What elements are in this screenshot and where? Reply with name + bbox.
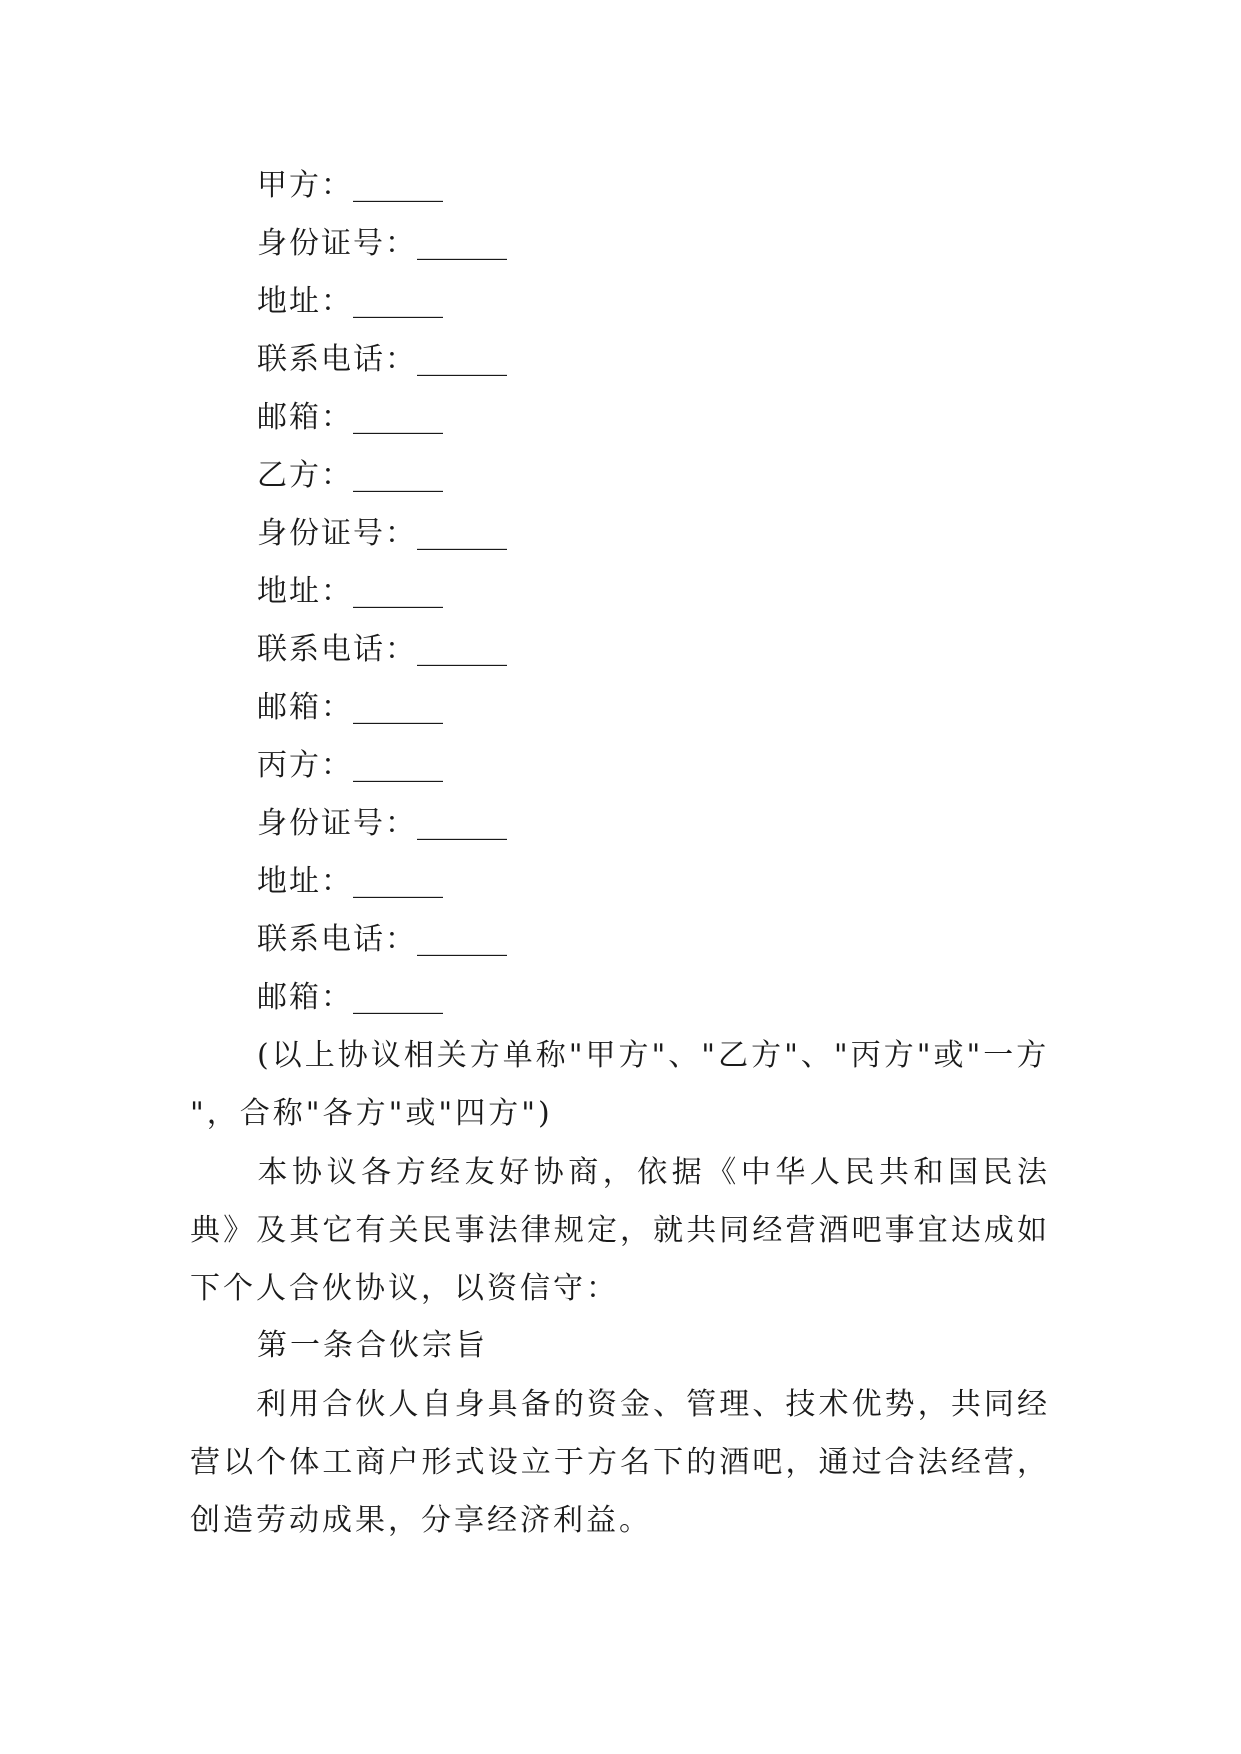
article-1-body-text: 利用合伙人自身具备的资金、管理、技术优势，共同经营以个体工商户形式设立于方名下的酒吧，通过合法经营，创造劳动成果，分享经济利益。 — [190, 1387, 1050, 1538]
party-c-blank: ______ — [353, 748, 443, 783]
article-1-title: 第一条合伙宗旨 — [257, 1328, 488, 1363]
party-c-email-label: 邮箱：______ — [257, 980, 443, 1015]
party-a-phone-label: 联系电话：______ — [257, 342, 507, 377]
party-b-address-blank: ______ — [353, 574, 443, 609]
party-a-id-label: 身份证号：______ — [257, 226, 507, 261]
party-a-blank: ______ — [353, 168, 443, 203]
party-a-email-blank: ______ — [353, 400, 443, 435]
party-c-id-label: 身份证号：______ — [257, 806, 507, 841]
article-1-body — [190, 1376, 1050, 1550]
party-b-id-blank: ______ — [417, 516, 507, 551]
party-b-email-blank: ______ — [353, 690, 443, 725]
party-c-address-label: 地址：______ — [257, 864, 443, 899]
intro-paragraph-text: 本协议各方经友好协商，依据《中华人民共和国民法典》及其它有关民事法律规定，就共同经营酒吧事宜达成如下个人合伙协议，以资信守： — [190, 1155, 1050, 1306]
parties-note-line2: "，合称"各方"或"四方") — [190, 1096, 553, 1131]
party-c-address-blank: ______ — [353, 864, 443, 899]
party-a-id-blank: ______ — [417, 226, 507, 261]
party-b-id-label: 身份证号：______ — [257, 516, 507, 551]
party-b-label: 乙方：______ — [257, 458, 443, 493]
party-a-phone-blank: ______ — [417, 342, 507, 377]
party-c-phone-label: 联系电话：______ — [257, 922, 507, 957]
party-b-email-label: 邮箱：______ — [257, 690, 443, 725]
party-a-address-label: 地址：______ — [257, 284, 443, 319]
parties-note-line1: (以上协议相关方单称"甲方"、"乙方"、"丙方"或"一方 — [257, 1038, 1050, 1073]
party-b-blank: ______ — [353, 458, 443, 493]
party-b-phone-label: 联系电话：______ — [257, 632, 507, 667]
party-a-address-blank: ______ — [353, 284, 443, 319]
party-c-label: 丙方：______ — [257, 748, 443, 783]
party-b-address-label: 地址：______ — [257, 574, 443, 609]
party-b-phone-blank: ______ — [417, 632, 507, 667]
intro-paragraph — [190, 1144, 1050, 1318]
party-a-label: 甲方：______ — [257, 168, 443, 203]
party-a-email-label: 邮箱：______ — [257, 400, 443, 435]
party-c-id-blank: ______ — [417, 806, 507, 841]
party-c-email-blank: ______ — [353, 980, 443, 1015]
party-c-phone-blank: ______ — [417, 922, 507, 957]
